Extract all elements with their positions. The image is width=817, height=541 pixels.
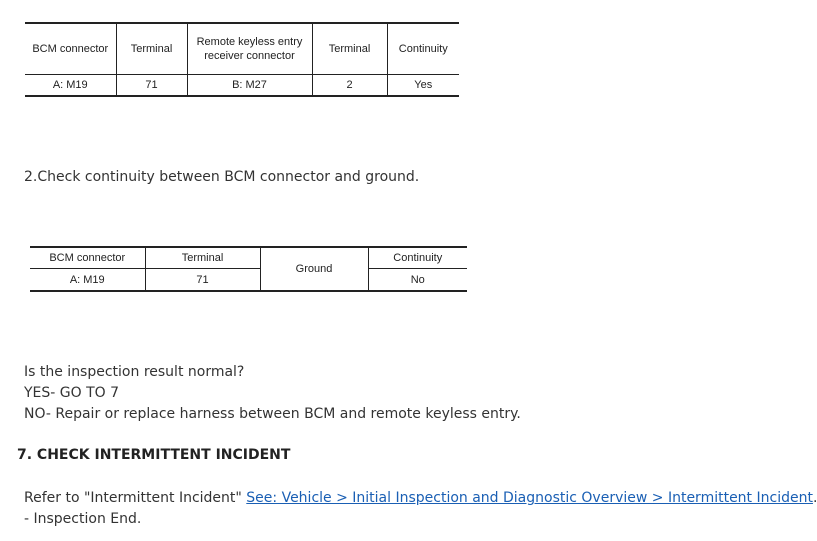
step-2-instruction: 2.Check continuity between BCM connector and ground.	[24, 169, 420, 185]
cell-continuity: Yes	[387, 75, 459, 97]
yes-result: YES- GO TO 7	[24, 385, 120, 401]
continuity-table-bcm-to-receiver	[25, 22, 459, 97]
header-bcm-connector: BCM connector	[30, 247, 145, 269]
cell-bcm-connector: A: M19	[69, 273, 105, 286]
header-bcm-connector: BCM connector	[25, 23, 116, 75]
refer-paragraph	[24, 489, 817, 507]
intermittent-incident-link[interactable]: See: Vehicle > Initial Inspection and Diagnostic Overview > Intermittent Incident	[246, 490, 813, 506]
header-terminal: Terminal	[312, 23, 387, 75]
cell-terminal: 71	[116, 75, 187, 97]
inspection-end: - Inspection End.	[24, 511, 142, 527]
refer-prefix: Refer to "Intermittent Incident"	[24, 490, 247, 506]
cell-terminal: 71	[145, 269, 260, 292]
table-header-row	[25, 23, 459, 75]
refer-suffix: .	[812, 490, 817, 506]
header-terminal: Terminal	[145, 247, 260, 269]
header-continuity: Continuity	[368, 247, 467, 269]
cell-terminal: 2	[312, 75, 387, 97]
header-receiver-connector: Remote keyless entry receiver connector	[187, 23, 312, 75]
header-ground: Ground	[260, 247, 368, 291]
no-result: NO- Repair or replace harness between BCM and remote keyless entry.	[24, 406, 521, 422]
table-header-row	[30, 247, 467, 269]
section-heading: 7. CHECK INTERMITTENT INCIDENT	[17, 447, 291, 463]
continuity-table-bcm-to-ground	[30, 246, 467, 292]
table-row	[25, 75, 459, 97]
header-terminal: Terminal	[116, 23, 187, 75]
cell-continuity: No	[368, 269, 467, 292]
inspection-question: Is the inspection result normal?	[24, 364, 245, 380]
header-continuity: Continuity	[387, 23, 459, 75]
table-row	[30, 269, 467, 292]
cell-bcm-connector: A: M19	[52, 79, 88, 91]
cell-receiver-connector: B: M27	[187, 75, 312, 97]
